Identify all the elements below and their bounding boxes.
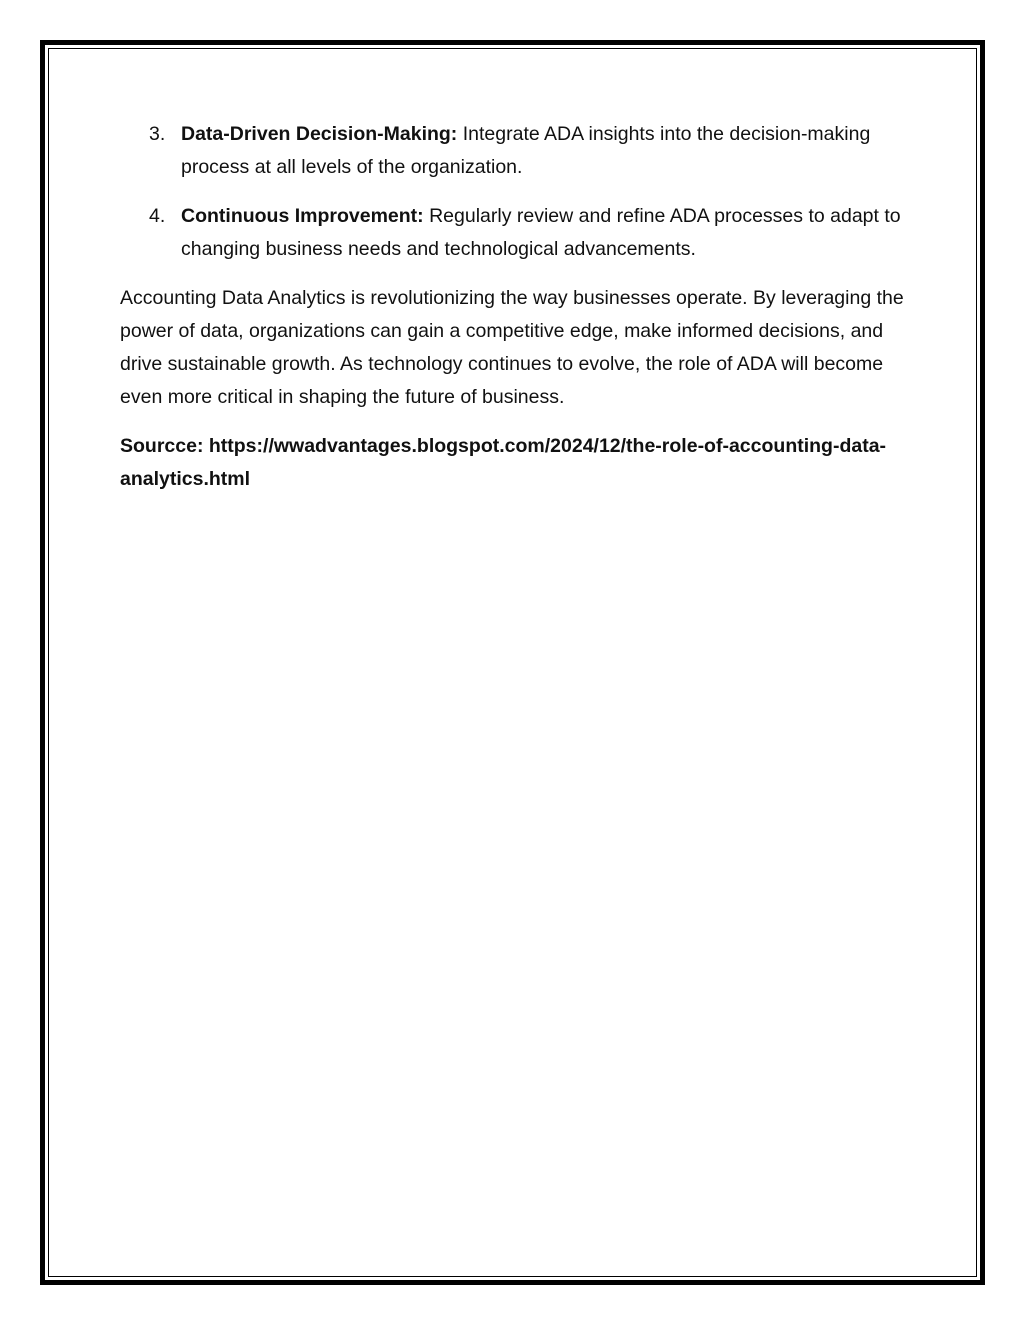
list-item-text: Regularly review and refine ADA processes to adapt to changing business needs and technological advancements. — [181, 205, 901, 260]
source-line — [120, 430, 910, 496]
list-item-heading: Continuous Improvement: — [181, 205, 424, 227]
source-url: https://wwadvantages.blogspot.com/2024/12/the-role-of-accounting-data-analytics.html — [120, 435, 887, 490]
list-item-number: 3. — [149, 123, 166, 145]
list-item — [120, 118, 910, 184]
list-item — [120, 200, 910, 266]
list-item-text: Integrate ADA insights into the decision-making process at all levels of the organization. — [181, 123, 871, 178]
list-item-number: 4. — [149, 205, 166, 227]
body-paragraph: Accounting Data Analytics is revolutionizing the way businesses operate. By leveraging the power of data, organizations can gain a competitive edge, make informed decisions, and drive sustainable growth. As technology continues to evolve, the role of ADA will become even more critical in shaping the future of business. — [120, 287, 904, 408]
source-label: Sourcce: — [120, 435, 209, 457]
numbered-list — [120, 118, 910, 266]
page-content — [120, 118, 910, 496]
list-item-heading: Data-Driven Decision-Making: — [181, 123, 458, 145]
